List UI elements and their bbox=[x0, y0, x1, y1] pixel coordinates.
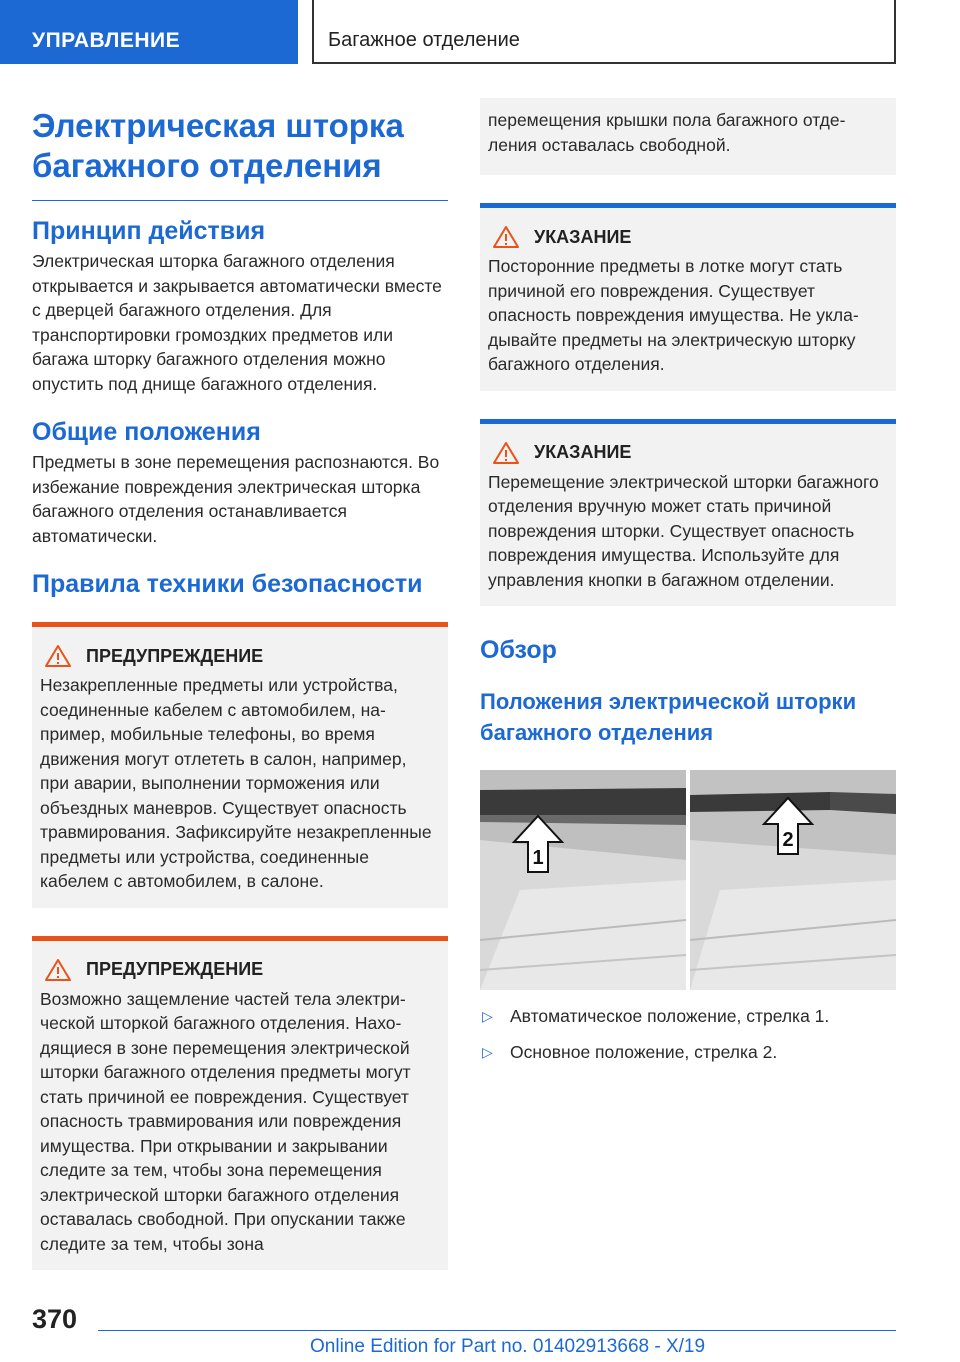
note-label-2: УКАЗАНИЕ bbox=[534, 442, 632, 462]
warning-box-1 bbox=[32, 622, 448, 908]
left-column bbox=[32, 98, 448, 1270]
principle-heading: Принцип действия bbox=[32, 217, 266, 245]
photo-basic-position bbox=[690, 770, 896, 990]
note-text-2: Перемещение электрической шторки багажного отделения вручную может стать причиной повреждения шторки. Существует опасность повреждения имущества. Используйте для управления кнопки в багажном отделении. bbox=[488, 471, 879, 590]
positions-heading: Положения электрической шторки багажного отделения bbox=[480, 689, 857, 745]
note-text-1: Посторонние предметы в лотке могут стать причиной его повреждения. Существует опасность повреждения имущества. Не укладывайте предметы на электрическую шторку багажного отделения. bbox=[488, 256, 859, 374]
warning-title-1 bbox=[40, 643, 438, 669]
warning-label-1: ПРЕДУПРЕЖДЕНИЕ bbox=[86, 645, 264, 666]
page-title: Электрическая шторка багажного отделения bbox=[32, 107, 404, 184]
note-triangle-icon bbox=[492, 441, 520, 465]
warning-box-2 bbox=[32, 936, 448, 1271]
warning-triangle-icon bbox=[44, 958, 72, 982]
note-title-1 bbox=[488, 224, 886, 250]
triangle-bullet-icon: ▷ bbox=[482, 1044, 493, 1060]
warning-text-2-cont: перемещения крышки пола багажного отделения оставалась свободной. bbox=[488, 110, 846, 155]
note-title-2 bbox=[488, 440, 886, 466]
warning-text-2: Возможно защемление частей тела электрической шторкой багажного отделения. Находящиеся в зоне перемещения электрической шторки багажного отделения предметы могут стать причиной ее повреждения. Существует опасность травмирования или повреждения имущества. При открывании и закрывании следите за тем, чтобы зона перемещения электрической шторки багажного отделения оставалась свободной. При опускании также следите за тем, чтобы зона bbox=[40, 988, 411, 1254]
general-heading: Общие положения bbox=[32, 418, 261, 446]
warning-label-2: ПРЕДУПРЕЖДЕНИЕ bbox=[86, 959, 264, 979]
section-tab: УПРАВЛЕНИЕ bbox=[0, 0, 298, 64]
photo-automatic-position bbox=[480, 770, 686, 990]
overview-heading: Обзор bbox=[480, 636, 557, 664]
list-item-text: Автоматическое положение, стрелка 1. bbox=[510, 1006, 830, 1026]
right-column bbox=[480, 98, 896, 1076]
warning-box-2-continued bbox=[480, 98, 896, 175]
arrow-label-1: 1 bbox=[532, 847, 544, 869]
note-triangle-icon bbox=[492, 225, 520, 249]
trunk-illustration-1 bbox=[480, 770, 686, 990]
list-item bbox=[480, 1004, 896, 1028]
general-text: Предметы в зоне перемещения распознаются. Во избежание повреждения электрическая шторка багажного отделения останавливается автоматически. bbox=[32, 452, 440, 546]
note-label-1: УКАЗАНИЕ bbox=[534, 226, 632, 247]
footer-divider bbox=[98, 1330, 896, 1331]
triangle-bullet-icon: ▷ bbox=[482, 1008, 493, 1024]
principle-text: Электрическая шторка багажного отделения открывается и закрывается автоматически вместе с дверцей багажного отделения. Для транспортировки громоздких предметов или багажа шторку багажного отделения можно опустить под днище багажного отделения. bbox=[32, 251, 442, 394]
chapter-title: Багажное отделение bbox=[312, 0, 896, 64]
positions-list bbox=[480, 1004, 896, 1064]
note-box-1 bbox=[480, 203, 896, 391]
safety-heading: Правила техники безопасности bbox=[32, 570, 423, 598]
footer-edition: Online Edition for Part no. 01402913668 - X/19 bbox=[310, 1336, 706, 1357]
title-divider bbox=[32, 200, 448, 201]
list-item-text: Основное положение, стрелка 2. bbox=[510, 1042, 778, 1062]
trunk-illustration-2 bbox=[690, 770, 896, 990]
warning-text-1: Незакрепленные предметы или устройства, соединенные кабелем с автомобилем, например, мобильные телефоны, во время движения могут отлететь в салон, например, при аварии, выполнении торможения или объездных маневров. Существует опасность травмирования. Зафиксируйте незакрепленные предметы или устройства, соединенные кабелем с автомобилем, в салоне. bbox=[40, 675, 432, 891]
warning-title-2 bbox=[40, 957, 438, 983]
note-box-2 bbox=[480, 419, 896, 607]
arrow-label-2: 2 bbox=[782, 829, 794, 851]
list-item bbox=[480, 1040, 896, 1064]
page-number: 370 bbox=[32, 1304, 78, 1334]
warning-triangle-icon bbox=[44, 644, 72, 668]
cover-photos bbox=[480, 770, 896, 990]
